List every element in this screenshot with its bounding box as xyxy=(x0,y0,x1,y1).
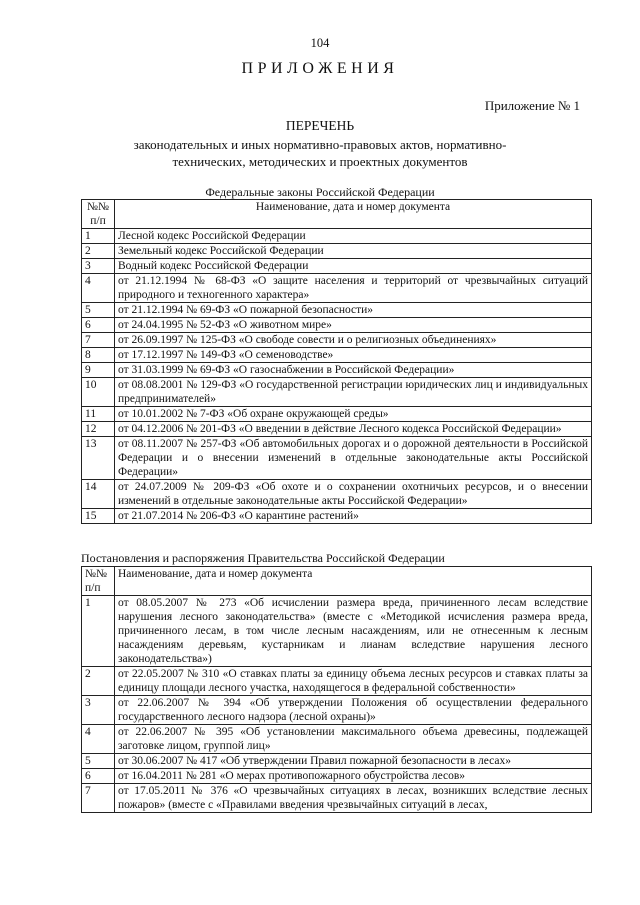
list-subtitle-line-1: законодательных и иных нормативно-правовых актов, нормативно- xyxy=(133,137,507,152)
document-title: от 22.06.2007 № 394 «Об утверждении Положения об осуществлении федерального государственного лесного надзора (лесной охраны)» xyxy=(115,696,592,725)
row-number: 2 xyxy=(82,667,115,696)
row-number: 12 xyxy=(82,422,115,437)
list-subtitle-line-2: технических, методических и проектных документов xyxy=(172,154,468,169)
row-number: 3 xyxy=(82,696,115,725)
row-number: 8 xyxy=(82,348,115,363)
table-row xyxy=(82,769,592,784)
row-number: 1 xyxy=(82,596,115,667)
row-number: 14 xyxy=(82,480,115,509)
row-number: 11 xyxy=(82,407,115,422)
table-row xyxy=(82,274,592,303)
column-header-name: Наименование, дата и номер документа xyxy=(115,567,592,596)
federal-laws-table-body xyxy=(82,229,592,524)
document-title: от 17.12.1997 № 149-ФЗ «О семеноводстве» xyxy=(115,348,592,363)
federal-laws-caption: Федеральные законы Российской Федерации xyxy=(205,185,435,199)
table-row xyxy=(82,596,592,667)
document-title: от 24.04.1995 № 52-ФЗ «О животном мире» xyxy=(115,318,592,333)
document-title: Земельный кодекс Российской Федерации xyxy=(115,244,592,259)
table-row xyxy=(82,667,592,696)
document-title: от 26.09.1997 № 125-ФЗ «О свободе совести и о религиозных объединениях» xyxy=(115,333,592,348)
government-decrees-table-body xyxy=(82,596,592,813)
document-title: от 21.12.1994 № 69-ФЗ «О пожарной безопасности» xyxy=(115,303,592,318)
row-number: 5 xyxy=(82,754,115,769)
table-row xyxy=(82,696,592,725)
table-row xyxy=(82,348,592,363)
column-header-number: №№ п/п xyxy=(82,567,115,596)
appendix-label: Приложение № 1 xyxy=(484,98,580,113)
row-number: 1 xyxy=(82,229,115,244)
row-number: 15 xyxy=(82,509,115,524)
table-row xyxy=(82,303,592,318)
page-number: 104 xyxy=(310,36,330,50)
document-title: от 21.12.1994 № 68-ФЗ «О защите населения и территорий от чрезвычайных ситуаций природного и техногенного характера» xyxy=(115,274,592,303)
document-title: Водный кодекс Российской Федерации xyxy=(115,259,592,274)
document-title: Лесной кодекс Российской Федерации xyxy=(115,229,592,244)
table-row xyxy=(82,378,592,407)
row-number: 7 xyxy=(82,333,115,348)
document-title: от 30.06.2007 № 417 «Об утверждении Правил пожарной безопасности в лесах» xyxy=(115,754,592,769)
table-row xyxy=(82,333,592,348)
document-title: от 21.07.2014 № 206-ФЗ «О карантине растений» xyxy=(115,509,592,524)
document-title: от 08.11.2007 № 257-ФЗ «Об автомобильных дорогах и о дорожной деятельности в Российской Федерации и о внесении изменений в отдельные законодательные акты Российской Федерации» xyxy=(115,437,592,480)
table-row xyxy=(82,754,592,769)
document-title: от 04.12.2006 № 201-ФЗ «О введении в действие Лесного кодекса Российской Федерации» xyxy=(115,422,592,437)
row-number: 13 xyxy=(82,437,115,480)
table-row xyxy=(82,437,592,480)
row-number: 6 xyxy=(82,769,115,784)
row-number: 4 xyxy=(82,725,115,754)
row-number: 4 xyxy=(82,274,115,303)
table-row xyxy=(82,480,592,509)
document-title: от 08.05.2007 № 273 «Об исчислении размера вреда, причиненного лесам вследствие нарушения лесного законодательства» (вместе с «Методикой исчисления размера вреда, причиненного лесам, в том числе лесным насаждениям, или не отнесенным к лесным насаждениям деревьям, кустарникам и лианам вследствие нарушения лесного законодательства») xyxy=(115,596,592,667)
table-header-row xyxy=(82,567,592,596)
document-title: от 31.03.1999 № 69-ФЗ «О газоснабжении в Российской Федерации» xyxy=(115,363,592,378)
table-row xyxy=(82,422,592,437)
table-row xyxy=(82,259,592,274)
table-row xyxy=(82,784,592,813)
table-row xyxy=(82,244,592,259)
page-heading: ПРИЛОЖЕНИЯ xyxy=(241,60,399,77)
table-row xyxy=(82,725,592,754)
document-title: от 17.05.2011 № 376 «О чрезвычайных ситуациях в лесах, возникших вследствие лесных пожаров» (вместе с «Правилами введения чрезвычайных ситуаций в лесах, xyxy=(115,784,592,813)
table-row xyxy=(82,363,592,378)
table-row xyxy=(82,229,592,244)
federal-laws-table xyxy=(81,199,592,524)
government-decrees-table xyxy=(81,566,592,813)
document-title: от 22.05.2007 № 310 «О ставках платы за единицу объема лесных ресурсов и ставках платы за единицу площади лесного участка, находящегося в федеральной собственности» xyxy=(115,667,592,696)
list-subtitle xyxy=(0,136,640,170)
document-title: от 08.08.2001 № 129-ФЗ «О государственной регистрации юридических лиц и индивидуальных предпринимателей» xyxy=(115,378,592,407)
document-title: от 16.04.2011 № 281 «О мерах противопожарного обустройства лесов» xyxy=(115,769,592,784)
document-title: от 10.01.2002 № 7-ФЗ «Об охране окружающей среды» xyxy=(115,407,592,422)
column-header-number: №№ п/п xyxy=(82,200,115,229)
row-number: 2 xyxy=(82,244,115,259)
column-header-name: Наименование, дата и номер документа xyxy=(115,200,592,229)
row-number: 3 xyxy=(82,259,115,274)
table-row xyxy=(82,318,592,333)
row-number: 7 xyxy=(82,784,115,813)
table-header-row xyxy=(82,200,592,229)
document-title: от 22.06.2007 № 395 «Об установлении максимального объема древесины, подлежащей заготовке лицом, группой лиц» xyxy=(115,725,592,754)
row-number: 5 xyxy=(82,303,115,318)
row-number: 10 xyxy=(82,378,115,407)
document-title: от 24.07.2009 № 209-ФЗ «Об охоте и о сохранении охотничьих ресурсов, и о внесении изменений в отдельные законодательные акты Российской Федерации» xyxy=(115,480,592,509)
table-row xyxy=(82,407,592,422)
government-decrees-caption: Постановления и распоряжения Правительства Российской Федерации xyxy=(81,551,445,565)
row-number: 9 xyxy=(82,363,115,378)
row-number: 6 xyxy=(82,318,115,333)
table-row xyxy=(82,509,592,524)
list-title: ПЕРЕЧЕНЬ xyxy=(285,118,355,133)
